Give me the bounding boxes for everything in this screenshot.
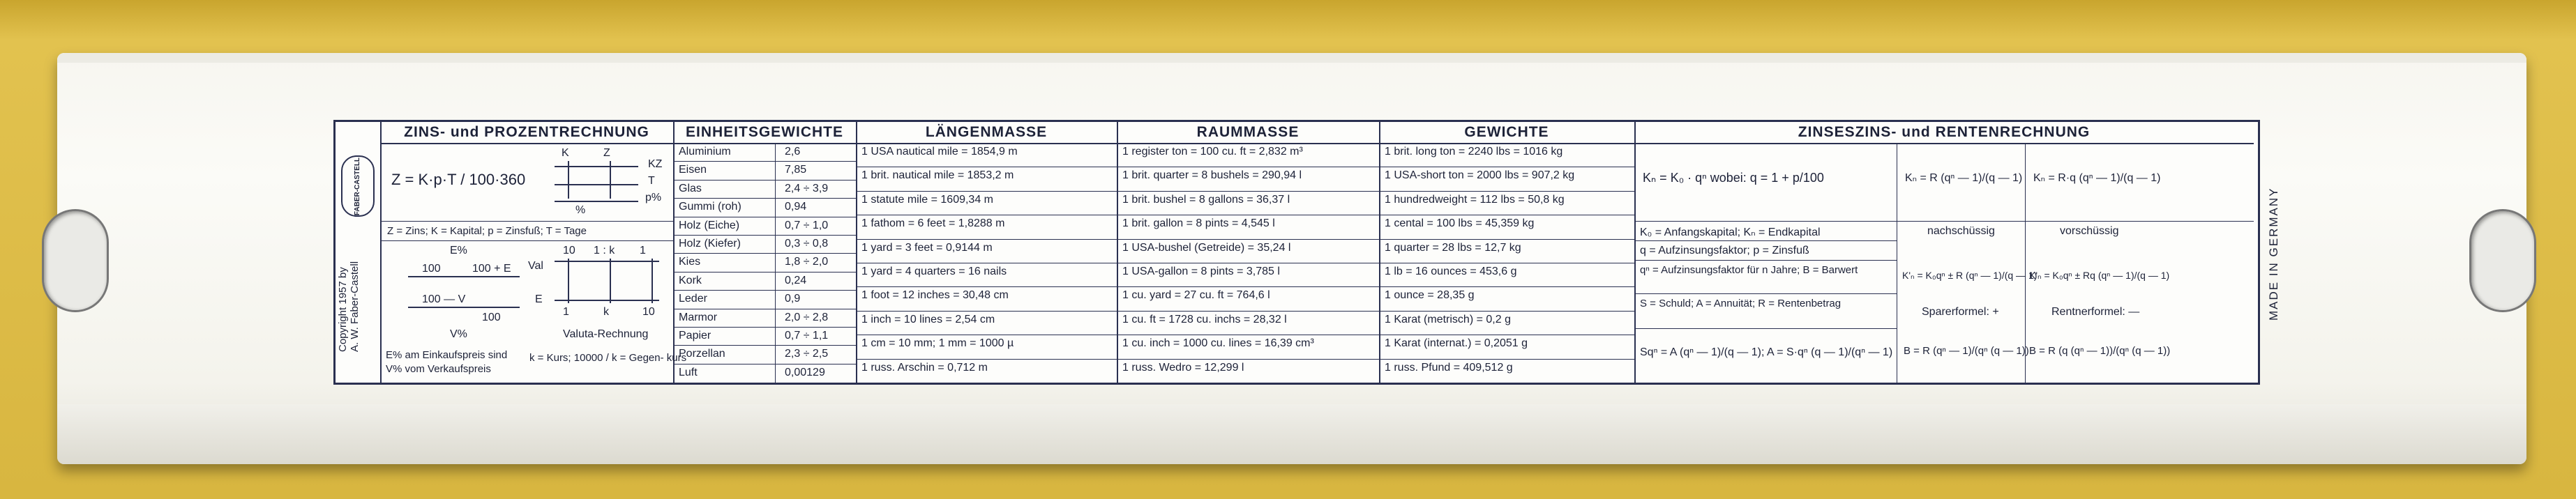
def-1: q = Aufzinsungsfaktor; p = Zinsfuß	[1640, 245, 1809, 256]
table-row-value: 2,6	[785, 146, 801, 158]
zinseszins-column	[1634, 122, 2254, 383]
table-row-label: 1 Karat (metrisch) = 0,2 g	[1385, 313, 1511, 325]
copyright-block: Copyright 1957 by A. W. Faber-Castell	[337, 261, 361, 352]
table-row-label: 1 foot = 12 inches = 30,48 cm	[861, 289, 1009, 302]
table-row-label: 1 fathom = 6 feet = 1,8288 m	[861, 217, 1005, 230]
def-4: Sqⁿ = A (qⁿ — 1)/(q — 1); A = S·qⁿ (q — 1)/(qⁿ — 1)	[1640, 346, 1893, 358]
table-row-label: 1 USA-short ton = 2000 lbs = 907,2 kg	[1385, 169, 1575, 182]
table-row-value: 0,3 ÷ 0,8	[785, 238, 829, 250]
sparerformel: Sparerformel: +	[1922, 306, 1999, 318]
table-row-label: 1 brit. bushel = 8 gallons = 36,37 l	[1122, 193, 1290, 206]
label-t: T	[648, 175, 655, 187]
table-row-label: Kies	[679, 256, 701, 268]
laengenmasse-column	[856, 122, 1118, 383]
nachschuessig-label: nachschüssig	[1927, 225, 1995, 237]
table-row-label: 1 russ. Wedro = 12,299 l	[1122, 361, 1244, 374]
zinseszins-main-formula: Kₙ = K₀ · qⁿ wobei: q = 1 + p/100	[1643, 171, 1824, 185]
table-row-value: 0,7 ÷ 1,1	[785, 330, 829, 341]
gewicht-header: GEWICHTE	[1379, 122, 1634, 144]
valuta-top-0: 10	[563, 245, 575, 256]
k-prime-2: K'ₙ = K₀qⁿ ± Rq (qⁿ — 1)/(q — 1)	[2029, 270, 2170, 281]
table-row-label: 1 yard = 4 quarters = 16 nails	[861, 266, 1007, 277]
valuta-bottom-2: 10	[642, 306, 655, 318]
table-row-label: 1 statute mile = 1609,34 m	[861, 193, 993, 206]
table-row-value: 2,3 ÷ 2,5	[785, 348, 829, 360]
b-formula-1: B = R (qⁿ — 1)/(qⁿ (q — 1))	[1904, 345, 2029, 357]
def-2: qⁿ = Aufzinsungsfaktor für n Jahre; B = Barwert	[1640, 264, 1858, 276]
label-z: Z	[603, 147, 610, 159]
table-row-label: Gummi (roh)	[679, 201, 741, 213]
valuta-label-val: Val	[528, 260, 543, 272]
table-row-label: 1 cm = 10 mm; 1 mm = 1000 µ	[861, 337, 1014, 350]
right-cursor-slot	[2469, 209, 2536, 312]
table-row-label: 1 russ. Pfund = 409,512 g	[1385, 361, 1513, 374]
rentnerformel: Rentnerformel: —	[2051, 306, 2140, 318]
e-val-2: 100 — V	[422, 293, 466, 305]
left-cursor-slot	[42, 209, 109, 312]
table-row-label: 1 USA nautical mile = 1854,9 m	[861, 146, 1018, 158]
table-row-label: 1 cu. ft = 1728 cu. inchs = 28,32 l	[1122, 313, 1287, 325]
table-row-label: 1 yard = 3 feet = 0,9144 m	[861, 241, 993, 254]
table-row-value: 0,7 ÷ 1,0	[785, 219, 829, 231]
valuta-bottom-1: k	[603, 306, 609, 318]
zins-column	[380, 122, 687, 383]
zins-header: ZINS- und PROZENTRECHNUNG	[380, 122, 673, 144]
label-k: K	[562, 147, 569, 159]
valuta-title: Valuta-Rechnung	[563, 328, 649, 340]
table-row-label: 1 ounce = 28,35 g	[1385, 289, 1475, 302]
raummasse-column	[1117, 122, 1380, 383]
table-row-label: 1 cu. yard = 27 cu. ft = 764,6 l	[1122, 289, 1270, 302]
table-row-label: Holz (Eiche)	[679, 219, 740, 231]
einheitsgewichte-column	[673, 122, 857, 383]
zinses-header: ZINSESZINS- und RENTENRECHNUNG	[1634, 122, 2254, 144]
table-row-value: 0,24	[785, 274, 807, 286]
table-row-label: 1 russ. Arschin = 0,712 m	[861, 361, 988, 374]
table-row-label: 1 cu. inch = 1000 cu. lines = 16,39 cm³	[1122, 337, 1314, 350]
table-row-label: 1 cental = 100 lbs = 45,359 kg	[1385, 217, 1535, 230]
faber-castell-logo: FABER-CASTELL	[341, 155, 375, 217]
table-row-label: Porzellan	[679, 348, 725, 360]
label-p-percent: p%	[645, 192, 662, 204]
table-row-label: 1 inch = 10 lines = 2,54 cm	[861, 313, 995, 325]
table-row-label: 1 lb = 16 ounces = 453,6 g	[1385, 266, 1517, 277]
table-row-label: Glas	[679, 182, 702, 194]
valuta-top-2: 1	[640, 245, 646, 256]
table-row-label: Luft	[679, 366, 698, 378]
rule-bottom-edge	[57, 404, 2526, 464]
k-prime-1: K'ₙ = K₀qⁿ ± R (qⁿ — 1)/(q — 1)	[1902, 270, 2038, 281]
table-row-label: 1 Karat (internat.) = 0,2051 g	[1385, 337, 1528, 350]
e-val-1: 100 + E	[472, 263, 511, 275]
table-row-value: 0,00129	[785, 366, 825, 378]
reference-table-panel	[333, 120, 2260, 385]
valuta-formula: k = Kurs; 10000 / k = Gegen- kurs	[529, 352, 687, 364]
table-row-label: 1 hundredweight = 112 lbs = 50,8 kg	[1385, 193, 1565, 206]
table-row-value: 2,0 ÷ 2,8	[785, 311, 829, 323]
vorschuessig-label: vorschüssig	[2060, 225, 2119, 237]
table-row-value: 2,4 ÷ 3,9	[785, 182, 829, 194]
table-row-label: Kork	[679, 274, 702, 286]
table-row-label: 1 brit. gallon = 8 pints = 4,545 l	[1122, 217, 1275, 230]
table-row-value: 1,8 ÷ 2,0	[785, 256, 829, 268]
table-row-label: 1 brit. nautical mile = 1853,2 m	[861, 169, 1014, 182]
table-row-value: 0,94	[785, 201, 807, 213]
label-percent: %	[575, 204, 586, 216]
table-row-value: 0,9	[785, 293, 801, 305]
table-row-label: 1 USA-gallon = 8 pints = 3,785 l	[1122, 266, 1280, 277]
table-row-label: Leder	[679, 293, 707, 305]
table-row-label: Marmor	[679, 311, 718, 323]
table-row-label: Aluminium	[679, 146, 731, 158]
rente-formula-2: Kₙ = R·q (qⁿ — 1)/(q — 1)	[2033, 172, 2161, 184]
valuta-label-e: E	[535, 293, 543, 305]
table-row-label: 1 brit. quarter = 8 bushels = 290,94 l	[1122, 169, 1302, 182]
def-3: S = Schuld; A = Annuität; R = Rentenbetrag	[1640, 298, 1841, 309]
einheit-header: EINHEITSGEWICHTE	[673, 122, 856, 144]
def-0: K₀ = Anfangskapital; Kₙ = Endkapital	[1640, 227, 1821, 238]
raum-header: RAUMMASSE	[1117, 122, 1379, 144]
laengen-header: LÄNGENMASSE	[856, 122, 1117, 144]
table-row-label: Eisen	[679, 164, 707, 176]
table-row-label: 1 USA-bushel (Getreide) = 35,24 l	[1122, 241, 1291, 254]
e-percent-title: E%	[450, 245, 467, 256]
table-row-label: 1 register ton = 100 cu. ft = 2,832 m³	[1122, 146, 1303, 158]
v-percent-title: V%	[450, 328, 467, 340]
table-row-label: Holz (Kiefer)	[679, 238, 741, 250]
valuta-top-1: 1 : k	[594, 245, 615, 256]
brand-column	[336, 122, 382, 383]
valuta-bottom-0: 1	[563, 306, 569, 318]
label-kz: KZ	[648, 158, 663, 170]
rule-top-edge	[57, 53, 2526, 63]
table-row-label: Papier	[679, 330, 711, 341]
b-formula-2: B = R (q (qⁿ — 1))/(qⁿ (q — 1))	[2029, 345, 2171, 357]
ev-note-2: V% vom Verkaufspreis	[386, 363, 491, 375]
zins-formula: Z = K·p·T / 100·360	[391, 171, 526, 188]
zins-diagram-lines	[380, 122, 673, 383]
ev-note-1: E% am Einkaufspreis sind	[386, 349, 508, 361]
table-row-label: 1 quarter = 28 lbs = 12,7 kg	[1385, 241, 1521, 254]
made-in-germany: MADE IN GERMANY	[2267, 187, 2280, 321]
table-row-label: 1 brit. long ton = 2240 lbs = 1016 kg	[1385, 146, 1563, 158]
gewichte-column	[1379, 122, 1636, 383]
rente-formula-1: Kₙ = R (qⁿ — 1)/(q — 1)	[1905, 172, 2023, 184]
e-val-3: 100	[482, 312, 501, 323]
e-val-0: 100	[422, 263, 441, 275]
table-row-value: 7,85	[785, 164, 807, 176]
zins-legend: Z = Zins; K = Kapital; p = Zinsfuß; T = Tage	[387, 225, 587, 237]
